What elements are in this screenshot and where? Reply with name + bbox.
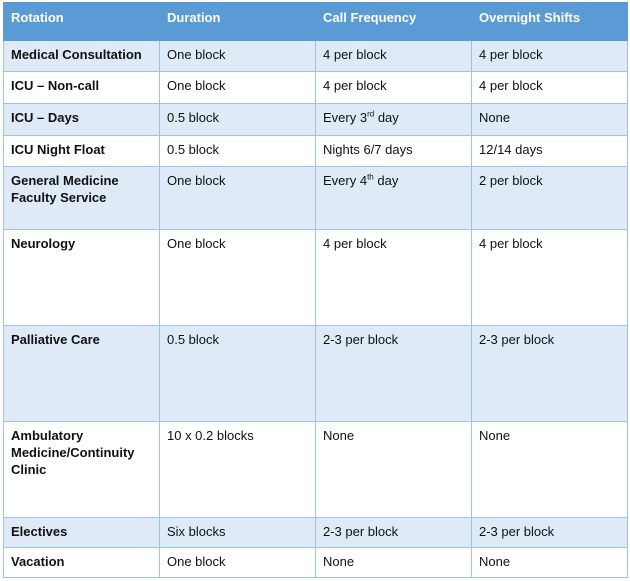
cell-overnight-shifts: None: [472, 104, 628, 136]
cell-rotation: Palliative Care: [4, 326, 160, 422]
table-row: [4, 167, 628, 230]
cell-call-frequency: [316, 104, 472, 136]
cell-duration: One block: [160, 230, 316, 326]
call-frequency-text: 2-3 per block: [323, 332, 399, 347]
table-row: [4, 548, 628, 578]
rotation-schedule-table: [3, 2, 628, 578]
cell-overnight-shifts: 12/14 days: [472, 136, 628, 167]
call-frequency-tail: day: [373, 173, 399, 188]
call-frequency-text: None: [323, 428, 355, 443]
call-frequency-tail: day: [374, 110, 399, 125]
header-rotation: Rotation: [4, 3, 160, 41]
header-overnight-shifts: Overnight Shifts: [472, 3, 628, 41]
cell-duration: One block: [160, 167, 316, 230]
cell-call-frequency: [316, 167, 472, 230]
cell-overnight-shifts: 4 per block: [472, 72, 628, 104]
cell-duration: 0.5 block: [160, 136, 316, 167]
cell-duration: One block: [160, 548, 316, 578]
cell-call-frequency: [316, 548, 472, 578]
table-row: [4, 41, 628, 72]
call-frequency-text: 4 per block: [323, 236, 387, 251]
call-frequency-text: Every 4: [323, 173, 368, 188]
cell-call-frequency: [316, 72, 472, 104]
ordinal-suffix: th: [367, 172, 374, 182]
header-call-frequency: Call Frequency: [316, 3, 472, 41]
cell-overnight-shifts: 2 per block: [472, 167, 628, 230]
cell-duration: 0.5 block: [160, 326, 316, 422]
cell-duration: One block: [160, 41, 316, 72]
table-row: [4, 72, 628, 104]
cell-rotation: ICU Night Float: [4, 136, 160, 167]
header-row: [4, 3, 628, 41]
cell-duration: Six blocks: [160, 518, 316, 548]
cell-rotation: Vacation: [4, 548, 160, 578]
cell-call-frequency: [316, 230, 472, 326]
cell-call-frequency: [316, 136, 472, 167]
header-duration: Duration: [160, 3, 316, 41]
table-row: [4, 422, 628, 518]
table-row: [4, 518, 628, 548]
cell-overnight-shifts: None: [472, 548, 628, 578]
cell-duration: 10 x 0.2 blocks: [160, 422, 316, 518]
table-row: [4, 230, 628, 326]
cell-rotation: General Medicine Faculty Service: [4, 167, 160, 230]
cell-duration: 0.5 block: [160, 104, 316, 136]
call-frequency-text: 2-3 per block: [323, 524, 399, 539]
cell-rotation: Ambulatory Medicine/Continuity Clinic: [4, 422, 160, 518]
cell-overnight-shifts: 4 per block: [472, 230, 628, 326]
cell-overnight-shifts: None: [472, 422, 628, 518]
cell-rotation: ICU – Non-call: [4, 72, 160, 104]
cell-call-frequency: [316, 518, 472, 548]
call-frequency-text: Nights 6/7 days: [323, 142, 413, 157]
table-row: [4, 104, 628, 136]
cell-rotation: Electives: [4, 518, 160, 548]
table-row: [4, 326, 628, 422]
cell-overnight-shifts: 2-3 per block: [472, 518, 628, 548]
cell-call-frequency: [316, 41, 472, 72]
cell-rotation: Neurology: [4, 230, 160, 326]
cell-overnight-shifts: 4 per block: [472, 41, 628, 72]
cell-rotation: ICU – Days: [4, 104, 160, 136]
call-frequency-text: 4 per block: [323, 47, 387, 62]
call-frequency-text: Every 3: [323, 110, 368, 125]
table-row: [4, 136, 628, 167]
cell-call-frequency: [316, 422, 472, 518]
table-body: [4, 41, 628, 578]
call-frequency-text: 4 per block: [323, 78, 387, 93]
cell-call-frequency: [316, 326, 472, 422]
table-header: [4, 3, 628, 41]
call-frequency-text: None: [323, 554, 355, 569]
cell-rotation: Medical Consultation: [4, 41, 160, 72]
cell-overnight-shifts: 2-3 per block: [472, 326, 628, 422]
ordinal-suffix: rd: [367, 109, 375, 119]
cell-duration: One block: [160, 72, 316, 104]
